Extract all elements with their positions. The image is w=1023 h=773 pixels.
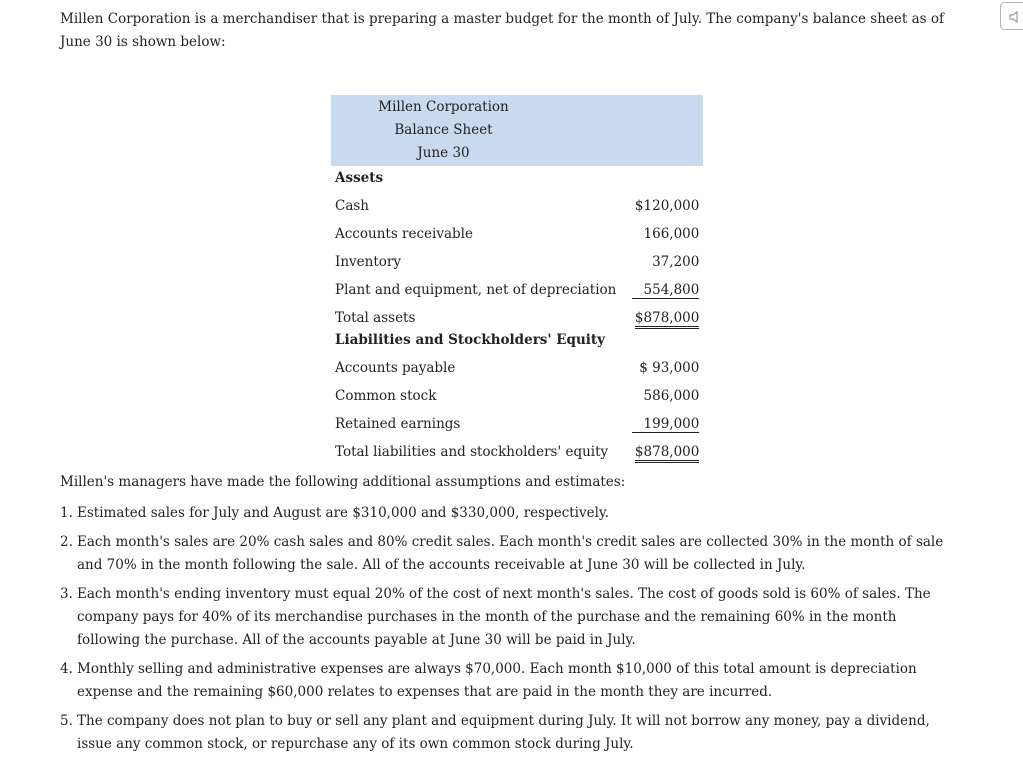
row-amount: $120,000 (634, 198, 700, 214)
row-label: Accounts payable (335, 360, 456, 376)
speaker-icon (1009, 11, 1021, 23)
list-item (60, 658, 960, 704)
section-row (331, 328, 703, 350)
row-label: Plant and equipment, net of depreciation (335, 282, 617, 298)
item-text: Estimated sales for July and August are $310,000 and $330,000, respectively. (77, 505, 610, 521)
total-assets-amount (620, 300, 703, 328)
item-number: 1. (60, 505, 73, 521)
total-liabilities-label: Total liabilities and stockholders' equity (335, 444, 609, 460)
item-number: 5. (60, 713, 73, 729)
item-text: Monthly selling and administrative expenses are always $70,000. Each month $10,000 of this total amount is depreciation expense and the remaining $60,000 relates to expenses that are paid in the month they are incurred. (77, 661, 917, 700)
total-assets-label: Total assets (335, 310, 416, 326)
row-amount: 37,200 (652, 254, 700, 270)
table-row (331, 406, 703, 434)
table-row (331, 216, 703, 244)
table-row (331, 350, 703, 378)
row-amount: 586,000 (643, 388, 700, 404)
table-row (331, 244, 703, 272)
total-row (331, 434, 703, 462)
item-number: 3. (60, 586, 73, 602)
total-liabilities-amount (620, 434, 703, 462)
liabilities-heading: Liabilities and Stockholders' Equity (335, 332, 605, 348)
row-amount: 166,000 (643, 226, 700, 242)
balance-sheet-header (331, 95, 703, 166)
item-text: Each month's ending inventory must equal 20% of the cost of next month's sales. The cost of goods sold is 60% of sales. The company pays for 40% of its merchandise purchases in the month of the purchase and the remaining 60% in the month following the purchase. All of the accounts payable at June 30 will be paid in July. (77, 586, 931, 648)
company-name: Millen Corporation (378, 99, 509, 115)
row-label: Cash (335, 198, 370, 214)
row-label: Common stock (335, 388, 437, 404)
total-assets-value: $878,000 (635, 310, 699, 329)
statement-name: Balance Sheet (394, 122, 493, 138)
statement-date: June 30 (417, 145, 470, 161)
row-amount (620, 272, 703, 300)
table-row (331, 188, 703, 216)
row-label: Retained earnings (335, 416, 461, 432)
total-row (331, 300, 703, 328)
intro-text: Millen Corporation is a merchandiser that is preparing a master budget for the month of July. The company's balance sheet as of June 30 is shown below: (60, 11, 944, 50)
assumptions-list (60, 502, 960, 762)
assets-heading: Assets (335, 170, 384, 186)
item-number: 2. (60, 534, 73, 550)
item-text: The company does not plan to buy or sell any plant and equipment during July. It will not borrow any money, pay a dividend, issue any common stock, or repurchase any of its own common stock during July. (77, 713, 930, 752)
list-item (60, 583, 960, 652)
row-label: Accounts receivable (335, 226, 473, 242)
table-row (331, 378, 703, 406)
corner-tab[interactable] (1000, 2, 1023, 30)
balance-sheet-table (331, 95, 703, 462)
assumptions-intro: Millen's managers have made the following additional assumptions and estimates: (60, 474, 626, 490)
list-item (60, 502, 960, 525)
row-amount (620, 406, 703, 434)
section-row (331, 166, 703, 188)
item-number: 4. (60, 661, 73, 677)
row-amount-value: 554,800 (632, 282, 700, 299)
row-label: Inventory (335, 254, 401, 270)
row-amount: $ 93,000 (639, 360, 700, 376)
row-amount-value: 199,000 (632, 416, 700, 433)
table-row (331, 272, 703, 300)
list-item (60, 531, 960, 577)
total-liabilities-value: $878,000 (635, 444, 699, 463)
list-item (60, 710, 960, 756)
item-text: Each month's sales are 20% cash sales and 80% credit sales. Each month's credit sales are collected 30% in the month of sale and 70% in the month following the sale. All of the accounts receivable at June 30 will be collected in July. (77, 534, 944, 573)
